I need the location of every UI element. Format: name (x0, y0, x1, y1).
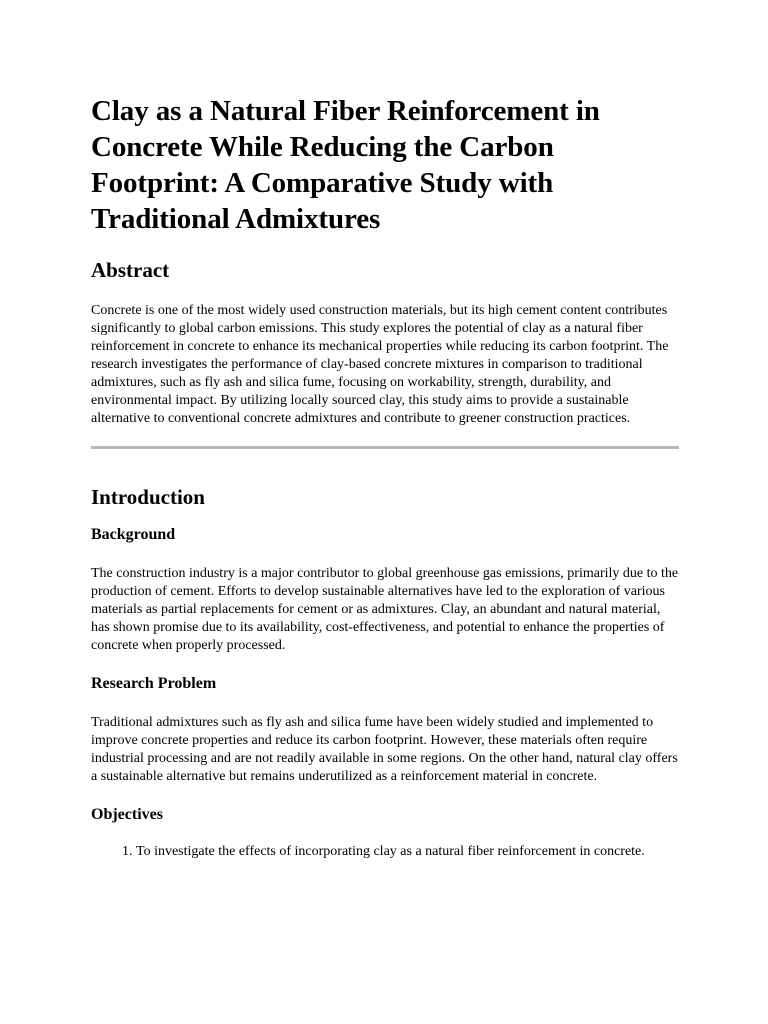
research-problem-text: Traditional admixtures such as fly ash and silica fume have been widely studied and implemented to improve concrete properties and reduce its carbon footprint. However, these materials often require industrial processing and are not readily available in some regions. On the other hand, natural clay offers a sustainable alternative but remains underutilized as a reinforcement material in concrete. (91, 715, 678, 784)
abstract-heading: Abstract (91, 258, 170, 282)
background-heading: Background (91, 526, 176, 543)
introduction-heading: Introduction (91, 485, 205, 509)
research-problem-heading: Research Problem (91, 675, 217, 692)
background-text: The construction industry is a major contributor to global greenhouse gas emissions, primarily due to the production of cement. Efforts to develop sustainable alternatives have led to the exploration of various materials as partial replacements for cement or as admixtures. Clay, an abundant and natural material, has shown promise due to its availability, cost-effectiveness, and potential to enhance the properties of concrete when properly processed. (91, 566, 679, 653)
objectives-list (91, 843, 679, 861)
document-title: Clay as a Natural Fiber Reinforcement in Concrete While Reducing the Carbon Footprint: A Comparative Study with Traditional Admixtures (91, 95, 600, 235)
objective-item: 1. To investigate the effects of incorporating clay as a natural fiber reinforcement in concrete. (136, 843, 679, 861)
section-divider (91, 446, 679, 449)
abstract-text: Concrete is one of the most widely used construction materials, but its high cement content contributes significantly to global carbon emissions. This study explores the potential of clay as a natural fiber reinforcement in concrete to enhance its mechanical properties while reducing its carbon footprint. The research investigates the performance of clay-based concrete mixtures in comparison to traditional admixtures, such as fly ash and silica fume, focusing on workability, strength, durability, and environmental impact. By utilizing locally sourced clay, this study aims to provide a sustainable alternative to conventional concrete admixtures and contribute to greener construction practices. (91, 303, 669, 426)
objectives-heading: Objectives (91, 806, 163, 823)
document-content (91, 93, 679, 861)
